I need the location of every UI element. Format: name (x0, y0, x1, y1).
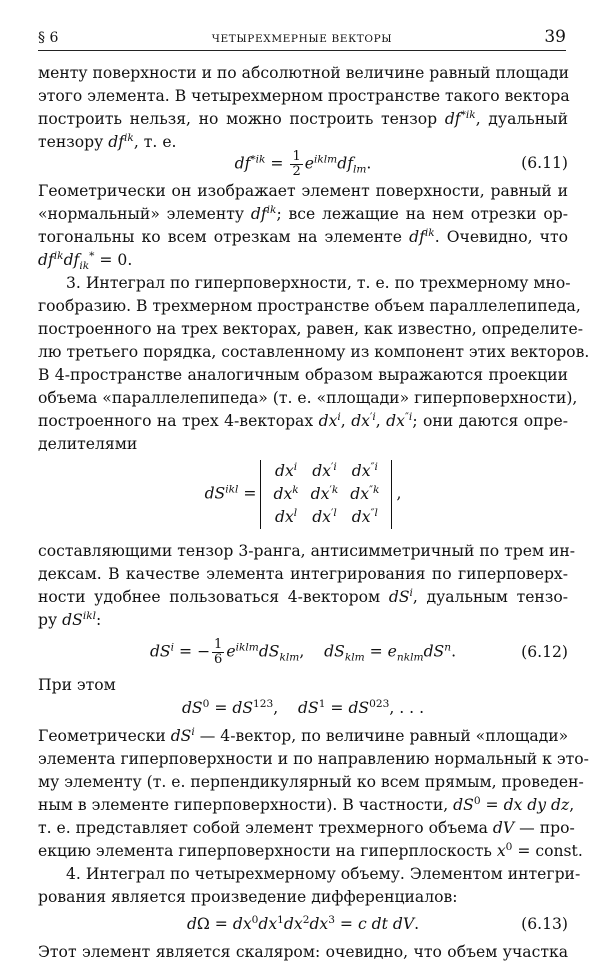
text-line: менту поверхности и по абсолютной величине равный площади (38, 64, 569, 82)
page-header (38, 26, 566, 51)
text-line: екцию элемента гиперповерхности на гиперплоскость $x^0$ = const. (38, 840, 583, 860)
equation-number: (6.11) (521, 154, 568, 172)
text-line: Этот элемент является скаляром: очевидно, что объем участка (38, 943, 568, 961)
text-line: построенного на трех 4-векторах $dx^i$, $dx^{'i}$, $dx^{''i}$; они даются опре- (38, 410, 568, 430)
determinant-equation: $dS^{ikl}$ = $dx^i$ $dx^{'i}$ $dx^{''i}$ $dx^k$ $dx^{'k}$ $dx^{''k}$ $dx^l$ $dx^{'l}$ $dx^{''l}$ , (38, 456, 568, 540)
text-line: $df^{ik}df_{ik}^* = 0$. (38, 249, 133, 273)
text-line: При этом (38, 676, 116, 694)
text-line: «нормальный» элементу $df^{ik}$; все лежащие на нем отрезки ор- (38, 203, 568, 223)
running-title: ЧЕТЫРЕХМЕРНЫЕ ВЕКТОРЫ (211, 33, 393, 45)
components-equation: $dS^0 = dS^{123}$, $dS^1 = dS^{023}$, . . . (181, 697, 425, 717)
text-line: составляющими тензор 3-ранга, антисимметричный по трем ин- (38, 542, 576, 560)
text-line: дексам. В качестве элемента интегрирования по гиперповерх- (38, 565, 568, 583)
text-line: элемента гиперповерхности и по направлению нормальный к это- (38, 750, 589, 768)
equation-6-13: $d\Omega = dx^0dx^1dx^2dx^3 = c$ dt dV. (6.13) (38, 909, 568, 941)
text-line: построенного на трех векторах, равен, как известно, определите- (38, 320, 583, 338)
text-line: тензору $df^{ik}$, т. е. (38, 131, 177, 151)
text-line: тогональны ко всем отрезкам на элементе $df^{ik}$. Очевидно, что (38, 226, 568, 246)
text-line: ным в элементе гиперповерхности). В частности, $dS^0$ = dx dy dz, (38, 794, 575, 814)
text-line: лю третьего порядка, составленному из компонент этих векторов. (38, 343, 590, 361)
equation-number: (6.12) (521, 643, 568, 661)
text-line: гообразию. В трехмерном пространстве объем параллелепипеда, (38, 297, 581, 315)
page-body (38, 62, 590, 964)
equation-6-11: $df^{*ik}$ = $\frac{1}{2}$ $e^{iklm}df_{lm}$. (6.11) (234, 149, 568, 179)
text-line: этого элемента. В четырехмерном пространстве такого вектора (38, 87, 570, 105)
text-line: объема «параллелепипеда» (т. е. «площади» гиперповерхности), (38, 389, 578, 407)
text-line: 4. Интеграл по четырехмерному объему. Элементом интегри- (66, 865, 581, 883)
text-line: построить нельзя, но можно построить тензор $df^{*ik}$, дуальный (38, 108, 568, 128)
text-line: му элементу (т. е. перпендикулярный ко всем прямым, проведен- (38, 773, 584, 791)
section-number: § 6 (38, 30, 59, 46)
text-line: делителями (38, 435, 138, 453)
text-line: рования является произведение дифференциалов: (38, 888, 458, 906)
text-line: т. е. представляет собой элемент трехмерного объема dV — про- (38, 819, 575, 837)
text-line: 3. Интеграл по гиперповерхности, т. е. по трехмерному мно- (66, 274, 571, 292)
page-number: 39 (544, 27, 566, 47)
text-line: Геометрически он изображает элемент поверхности, равный и (38, 182, 568, 200)
text-line: В 4-пространстве аналогичным образом выражаются проекции (38, 366, 568, 384)
equation-number: (6.13) (521, 915, 568, 933)
text-line: ру $dS^{ikl}$: (38, 609, 102, 629)
determinant-matrix: $dx^i$ $dx^{'i}$ $dx^{''i}$ $dx^k$ $dx^{'k}$ $dx^{''k}$ $dx^l$ $dx^{'l}$ $dx^{''l}$ (260, 460, 392, 529)
text-line: Геометрически $dS^i$ — 4-вектор, по величине равный «площади» (38, 725, 569, 745)
text-line: ности удобнее пользоваться 4-вектором $dS^i$, дуальным тензо- (38, 586, 568, 606)
equation-6-12: $dS^i$ = − $\frac{1}{6}$ $e^{iklm}dS_{klm}$, $dS_{klm} = e_{nklm}dS^n$. (6.12) (149, 637, 568, 667)
